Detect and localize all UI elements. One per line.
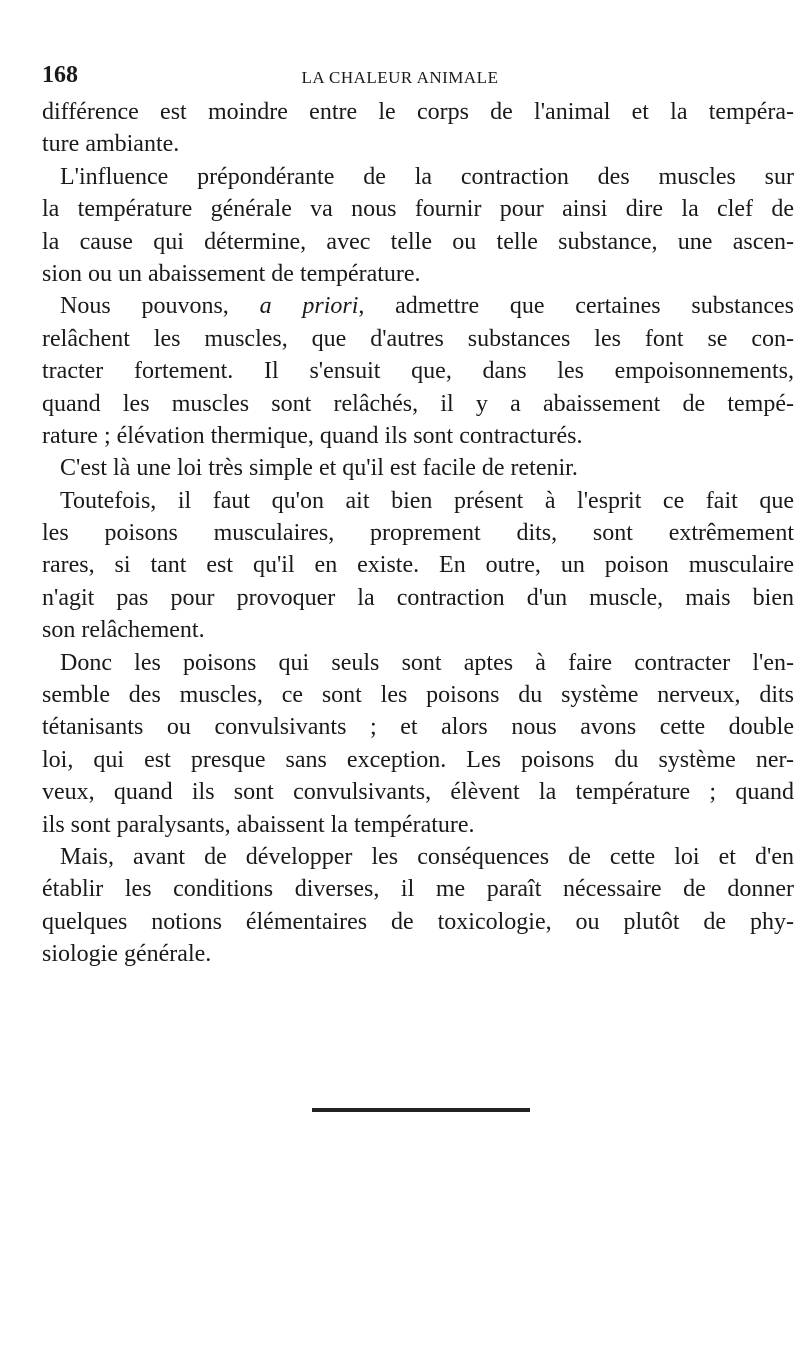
text-line: C'est là une loi très simple et qu'il est facile de retenir. — [60, 455, 578, 482]
text-line: ture ambiante. — [42, 131, 180, 158]
text-line: rature ; élévation thermique, quand ils sont contracturés. — [42, 422, 583, 449]
text-line: n'agit pas pour provoquer la contraction d'un muscle, mais bien — [42, 584, 794, 611]
text-line: siologie générale. — [42, 941, 212, 968]
text-line: tracter fortement. Il s'ensuit que, dans les empoisonnements, — [42, 358, 794, 385]
text-line: Toutefois, il faut qu'on ait bien présent à l'esprit ce fait que — [60, 487, 794, 514]
text-line: loi, qui est presque sans exception. Les poisons du système ner- — [42, 746, 794, 773]
text-line: quelques notions élémentaires de toxicologie, ou plutôt de phy- — [42, 908, 794, 935]
text-line: veux, quand ils sont convulsivants, élèvent la température ; quand — [42, 779, 794, 806]
page-number: 168 — [42, 62, 78, 88]
text-line: quand les muscles sont relâchés, il y a abaissement de tempé- — [42, 390, 794, 417]
text-line: semble des muscles, ce sont les poisons du système nerveux, dits — [42, 682, 794, 709]
text-line: ils sont paralysants, abaissent la température. — [42, 811, 475, 838]
text-line: tétanisants ou convulsivants ; et alors nous avons cette double — [42, 714, 794, 741]
italic-phrase: a priori — [259, 293, 359, 320]
text-line: différence est moindre entre le corps de l'animal et la tempéra- — [42, 99, 794, 125]
text-line: rares, si tant est qu'il en existe. En outre, un poison musculaire — [42, 552, 794, 579]
text-line: la température générale va nous fournir pour ainsi dire la clef de — [42, 196, 794, 223]
page-header — [0, 62, 800, 92]
text-line: Mais, avant de développer les conséquences de cette loi et d'en — [60, 843, 794, 870]
text-line: les poisons musculaires, proprement dits, sont extrêmement — [42, 520, 794, 547]
text-line: Nous pouvons, a priori, admettre que certaines substances — [60, 293, 794, 320]
text-line: Donc les poisons qui seuls sont aptes à faire contracter l'en- — [60, 649, 794, 676]
text-line: L'influence prépondérante de la contraction des muscles sur — [60, 163, 794, 190]
text-line: établir les conditions diverses, il me paraît nécessaire de donner — [42, 876, 794, 903]
text-line: son relâchement. — [42, 617, 205, 644]
text-line: relâchent les muscles, que d'autres substances les font se con- — [42, 325, 794, 352]
running-title: LA CHALEUR ANIMALE — [301, 68, 499, 87]
page-end-rule — [312, 1108, 530, 1112]
body-text — [42, 96, 794, 971]
text-line: sion ou un abaissement de température. — [42, 260, 421, 287]
text-line: la cause qui détermine, avec telle ou telle substance, une ascen- — [42, 228, 794, 255]
